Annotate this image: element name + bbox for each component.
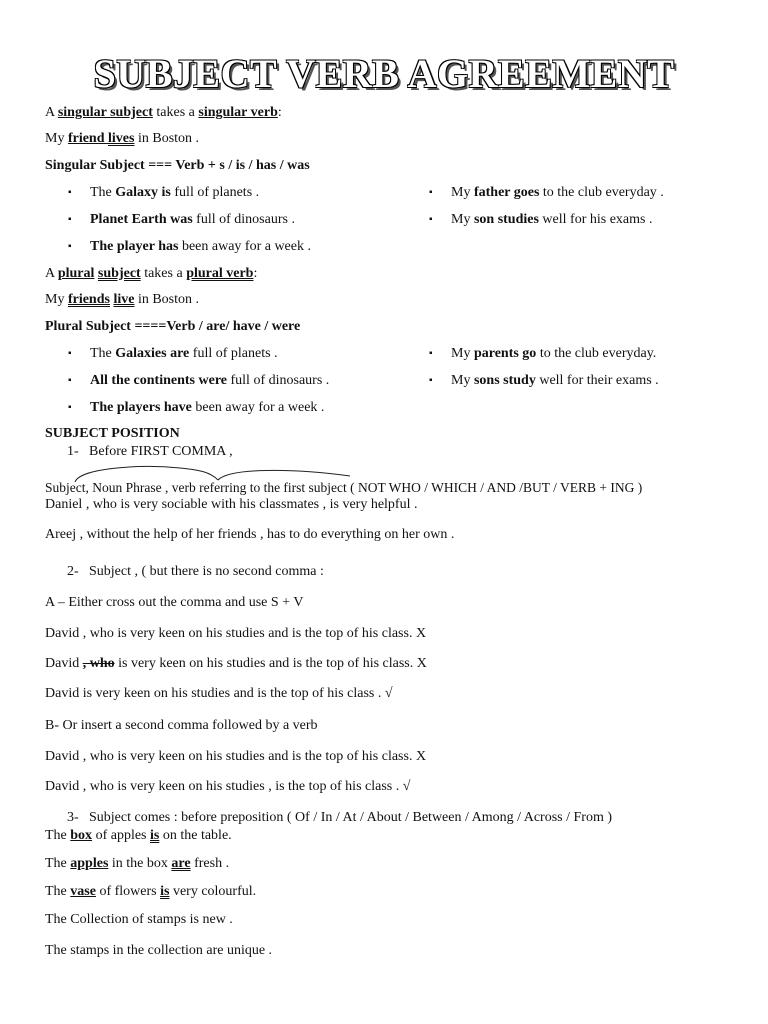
example-line: David is very keen on his studies and is the top of his class . √ [45,686,393,701]
example-line: Daniel , who is very sociable with his classmates , is very helpful . [45,497,418,512]
singular-verb-term: singular verb [198,105,278,120]
list-item: ▪ My sons study well for their exams . [429,373,659,388]
section-heading: SUBJECT POSITION [45,426,180,441]
preposition-example: The vase of flowers is very colourful. [45,884,257,899]
numbered-item-3: 3- Subject comes : before preposition ( Of / In / At / About / Between / Among / Across / From ) [67,810,612,825]
list-item: ▪ The players have been away for a week . [68,400,325,415]
plural-example: My friends live in Boston . [45,292,200,307]
example-line-struck: David , who is very keen on his studies and is the top of his class. X [45,656,427,671]
list-item: ▪ All the continents were full of dinosaurs . [68,373,330,388]
list-item: ▪ My son studies well for his exams . [429,212,653,227]
preposition-example: The box of apples is on the table. [45,828,232,843]
example-line: David , who is very keen on his studies and is the top of his class. X [45,626,427,641]
plural-intro: A plural subject takes a plural verb: [45,266,258,281]
list-item: ▪ Planet Earth was full of dinosaurs . [68,212,295,227]
page-title: SUBJECT VERB AGREEMENT [93,51,675,96]
rule-a: A – Either cross out the comma and use S + V [45,595,304,610]
numbered-item-1: 1- Before FIRST COMMA , [67,444,233,459]
list-item: ▪ The player has been away for a week . [68,239,311,254]
list-item: ▪ The Galaxies are full of planets . [68,346,278,361]
list-item: ▪ The Galaxy is full of planets . [68,185,260,200]
singular-rule: Singular Subject === Verb + s / is / has / was [45,158,310,173]
rule-b: B- Or insert a second comma followed by a verb [45,718,318,733]
singular-example: My friend lives in Boston . [45,131,200,146]
preposition-example: The stamps in the collection are unique . [45,943,273,958]
example-line: David , who is very keen on his studies and is the top of his class. X [45,749,427,764]
preposition-example: The apples in the box are fresh . [45,856,230,871]
plural-rule: Plural Subject ====Verb / are/ have / were [45,319,301,334]
list-item: ▪ My parents go to the club everyday. [429,346,657,361]
pattern-line: Subject, Noun Phrase , verb referring to the first subject ( NOT WHO / WHICH / AND /BUT / VERB + ING ) [45,480,643,495]
example-line: Areej , without the help of her friends , has to do everything on her own . [45,527,455,542]
numbered-item-2: 2- Subject , ( but there is no second comma : [67,564,324,579]
example-line: David , who is very keen on his studies , is the top of his class . √ [45,779,411,794]
list-item: ▪ My father goes to the club everyday . [429,185,664,200]
singular-subject-term: singular subject [57,105,153,120]
singular-intro: A singular subject takes a singular verb: [45,105,282,120]
preposition-example: The Collection of stamps is new . [45,912,233,927]
